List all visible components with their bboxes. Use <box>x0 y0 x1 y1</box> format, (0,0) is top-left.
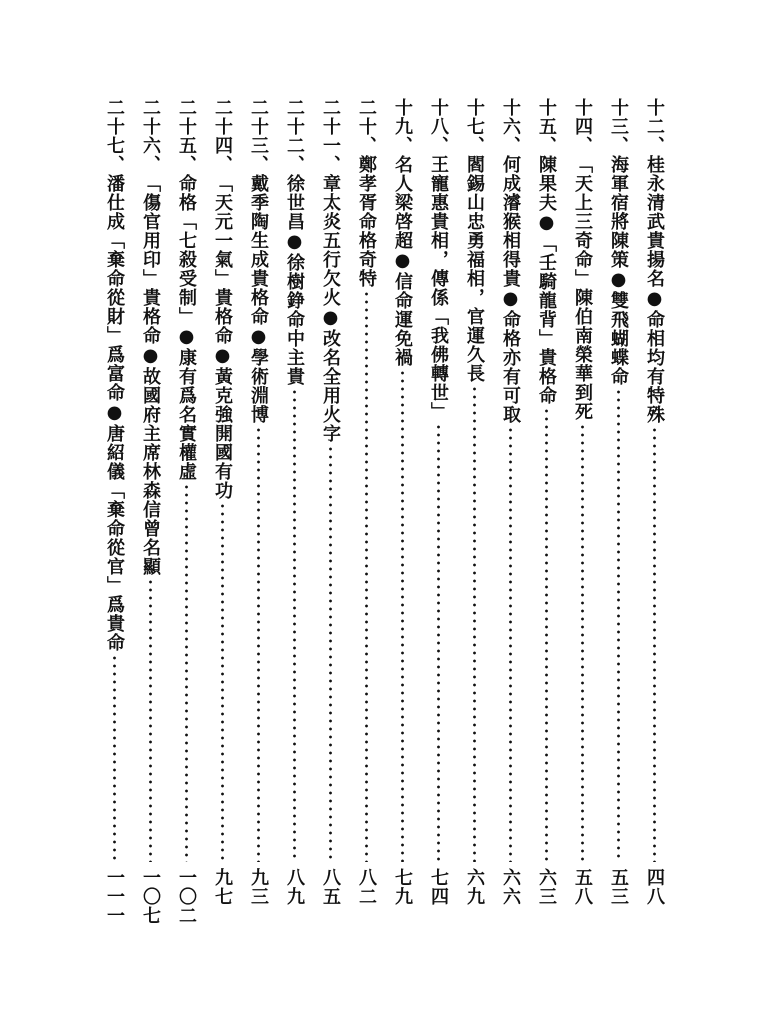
toc-entry[interactable] <box>101 98 128 928</box>
entry-title: 名人梁啓超●信命運免禍 <box>392 155 413 367</box>
entry-title: 潘仕成「棄命從財」爲富命●唐紹儀「棄命從官」爲貴命 <box>104 174 125 652</box>
entry-title: 何成濬猴相得貴●命格亦有可取 <box>500 155 521 424</box>
toc-entry[interactable] <box>317 98 344 928</box>
entry-number: 十四、 <box>572 98 593 155</box>
toc-entry[interactable] <box>281 98 308 928</box>
entry-page-number: 一一一 <box>104 868 125 925</box>
dot-leader <box>149 578 152 862</box>
dot-leader <box>653 426 656 862</box>
entry-number: 二十六、 <box>140 98 161 174</box>
toc-entry[interactable] <box>497 98 524 928</box>
entry-title: 「天元一氣」貴格命●黃克強開國有功 <box>212 174 233 500</box>
toc-entry[interactable] <box>245 98 272 928</box>
entry-page-number: 四八 <box>644 868 665 906</box>
dot-leader <box>545 407 548 862</box>
entry-page-number: 五八 <box>572 868 593 906</box>
entry-title: 海軍宿將陳策●雙飛蝴蝶命 <box>608 155 629 386</box>
entry-title: 「天上三奇命」陳伯南榮華到死 <box>572 155 593 421</box>
entry-title: 陳果夫●「壬騎龍背」貴格命 <box>536 155 557 405</box>
entry-page-number: 六六 <box>500 868 521 906</box>
toc-entry[interactable] <box>533 98 560 928</box>
entry-title: 閻錫山忠勇福相，官運久長 <box>464 155 485 383</box>
entry-number: 二十五、 <box>176 98 197 174</box>
toc-entry[interactable] <box>209 98 236 928</box>
entry-page-number: 七四 <box>428 868 449 906</box>
entry-title: 桂永清武貴揚名●命相均有特殊 <box>644 155 665 424</box>
entry-page-number: 九七 <box>212 868 233 906</box>
dot-leader <box>473 385 476 862</box>
entry-page-number: 六九 <box>464 868 485 906</box>
toc-entry[interactable] <box>353 98 380 928</box>
entry-title: 命格「七殺受制」●康有爲名實權虛 <box>176 174 197 481</box>
entry-number: 十七、 <box>464 98 485 155</box>
toc-entry[interactable] <box>461 98 488 928</box>
entry-title: 章太炎五行欠火●改名全用火字 <box>320 174 341 443</box>
entry-number: 十三、 <box>608 98 629 155</box>
toc-entry[interactable] <box>173 98 200 928</box>
entry-page-number: 八二 <box>356 868 377 906</box>
entry-number: 十六、 <box>500 98 521 155</box>
entry-title: 王寵惠貴相，傳係「我佛轉世」 <box>428 155 449 421</box>
entry-number: 十二、 <box>644 98 665 155</box>
entry-title: 戴季陶生成貴格命●學術淵博 <box>248 174 269 424</box>
entry-number: 十九、 <box>392 98 413 155</box>
dot-leader <box>329 445 332 862</box>
entry-number: 十八、 <box>428 98 449 155</box>
entry-number: 二十四、 <box>212 98 233 174</box>
toc-entry[interactable] <box>641 98 668 928</box>
entry-page-number: 六三 <box>536 868 557 906</box>
entry-number: 十五、 <box>536 98 557 155</box>
dot-leader <box>509 426 512 862</box>
entry-page-number: 八五 <box>320 868 341 906</box>
dot-leader <box>581 423 584 862</box>
entry-number: 二十、 <box>356 98 377 155</box>
entry-title: 鄭孝胥命格奇特 <box>356 155 377 288</box>
entry-number: 二十三、 <box>248 98 269 174</box>
entry-title: 「傷官用印」貴格命●故國府主席林森信曾名顯 <box>140 174 161 576</box>
entry-title: 徐世昌●徐樹錚命中主貴 <box>284 174 305 386</box>
entry-number: 二十七、 <box>104 98 125 174</box>
dot-leader <box>113 654 116 862</box>
dot-leader <box>365 290 368 862</box>
toc-entry[interactable] <box>605 98 632 928</box>
toc-entry[interactable] <box>425 98 452 928</box>
dot-leader <box>437 423 440 862</box>
entry-page-number: 五三 <box>608 868 629 906</box>
dot-leader <box>617 388 620 862</box>
toc-entry[interactable] <box>137 98 164 928</box>
entry-number: 二十二、 <box>284 98 305 174</box>
entry-page-number: 一〇二 <box>176 868 197 925</box>
toc-entry[interactable] <box>389 98 416 928</box>
dot-leader <box>401 369 404 862</box>
dot-leader <box>257 426 260 862</box>
dot-leader <box>185 483 188 862</box>
entry-page-number: 一〇七 <box>140 868 161 925</box>
dot-leader <box>221 502 224 862</box>
dot-leader <box>293 388 296 862</box>
entry-page-number: 九三 <box>248 868 269 906</box>
entry-page-number: 七九 <box>392 868 413 906</box>
entry-page-number: 八九 <box>284 868 305 906</box>
entry-number: 二十一、 <box>320 98 341 174</box>
table-of-contents <box>101 98 668 928</box>
toc-entry[interactable] <box>569 98 596 928</box>
